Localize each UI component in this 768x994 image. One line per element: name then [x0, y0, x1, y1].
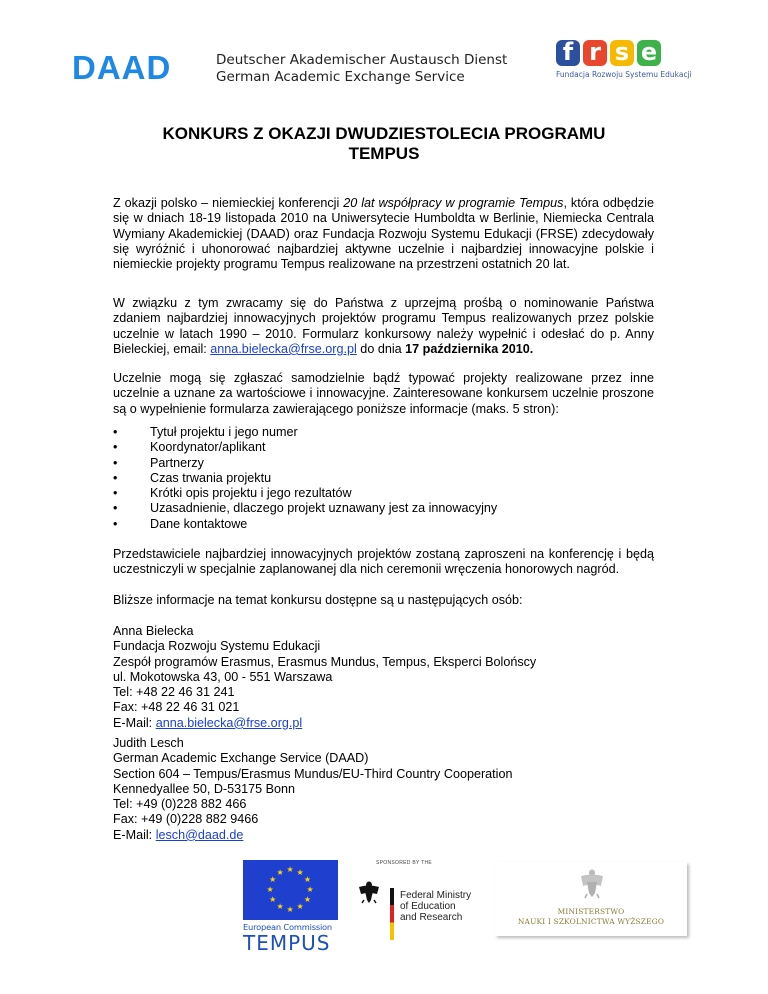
bullet-icon: • [113, 440, 118, 455]
bullet-icon: • [113, 516, 118, 531]
contact-block-bielecka [113, 624, 536, 731]
contact-line: Tel: +48 22 46 31 241 [113, 685, 235, 700]
bullet-icon: • [113, 486, 118, 501]
list-item [113, 501, 497, 516]
contact-line: ul. Mokotowska 43, 00 - 551 Warszawa [113, 669, 333, 684]
polish-eagle-icon [579, 868, 605, 900]
bmbf-sponsored-label: SPONSORED BY THE [376, 860, 433, 866]
frse-letter-s: s [610, 40, 634, 66]
bmbf-line-2: of Education [400, 901, 456, 912]
contact-line: Fax: +49 (0)228 882 9466 [113, 812, 259, 827]
list-item-text: Partnerzy [150, 455, 204, 470]
frse-logo [556, 40, 696, 79]
tempus-wordmark: TEMPUS [243, 931, 331, 955]
title-line-1: KONKURS Z OKAZJI DWUDZIESTOLECIA PROGRAMU [162, 124, 606, 143]
eu-star-icon: ★ [276, 867, 284, 877]
contact-email-row [113, 828, 512, 843]
contact-line: Anna Bielecka [113, 624, 194, 638]
list-item-text: Uzasadnienie, dlaczego projekt uznawany jest za innowacyjny [150, 501, 498, 516]
eu-star-icon: ★ [266, 885, 274, 894]
mnisw-logo [495, 862, 687, 936]
daad-name-de: Deutscher Akademischer Austausch Dienst [216, 52, 508, 68]
email-link-bielecka[interactable]: anna.bielecka@frse.org.pl [210, 341, 357, 356]
intro-paragraph [113, 196, 654, 272]
list-item-text: Koordynator/aplikant [150, 440, 266, 455]
daad-name-en: German Academic Exchange Service [216, 69, 465, 85]
contact-line: Judith Lesch [113, 736, 184, 750]
mnisw-line-2: NAUKI I SZKOLNICTWA WYŻSZEGO [517, 917, 665, 926]
eu-star-icon: ★ [286, 905, 294, 914]
frse-letter-f: f [556, 40, 580, 66]
bullet-icon: • [113, 470, 118, 485]
eu-star-icon: ★ [296, 867, 304, 877]
eu-tempus-logo [243, 860, 338, 954]
contact-line: Section 604 – Tempus/Erasmus Mundus/EU-Third Country Cooperation [113, 766, 513, 781]
eu-caption: European Commission [243, 922, 332, 932]
nomination-paragraph [113, 296, 654, 357]
eligibility-paragraph: Uczelnie mogą się zgłaszać samodzielnie bądź typować projekty realizowane przez inne uczelnie a uznane za wartościowe i innowacyjne. Zainteresowane konkursem uczelnie proszone są o wypełnienie formularza zawierającego poniższe informacje (maks. 5 stron): [113, 371, 654, 416]
eu-star-icon: ★ [269, 895, 277, 904]
list-item [113, 486, 497, 501]
bullet-icon: • [113, 501, 118, 516]
german-flag-stripe [390, 888, 394, 940]
frse-letters [556, 40, 696, 66]
daad-name [216, 52, 507, 86]
list-item [113, 517, 497, 532]
eu-star-icon: ★ [296, 902, 304, 912]
contacts-intro: Bliższe informacje na temat konkursu dostępne są u następujących osób: [113, 593, 523, 607]
contact-block-lesch [113, 736, 512, 843]
eu-star-icon: ★ [276, 902, 284, 912]
requirements-list [113, 425, 497, 532]
nomination-text-cont: do dnia [356, 341, 406, 356]
email-label: E-Mail: [113, 715, 156, 730]
mnisw-name [495, 907, 687, 927]
eu-star-icon: ★ [286, 865, 294, 874]
bmbf-line-3: and Research [400, 912, 463, 923]
nomination-text: W związku z tym zwracamy się do Państwa z uprzejmą prośbą o nominowanie Państwa zdaniem najbardziej innowacyjnych projektów programu Tempus realizowanych przez polskie uczelnie w latach 1990 – 2010. Formularz konkursowy należy wypełnić i odesłać do p. Anny Bieleckiej, email: [113, 296, 654, 356]
bmbf-logo [358, 860, 478, 945]
deadline: 17 października 2010. [405, 341, 534, 356]
list-item-text: Czas trwania projektu [150, 470, 272, 485]
eu-star-icon: ★ [303, 895, 311, 904]
contact-line: Fundacja Rozwoju Systemu Edukacji [113, 639, 321, 654]
contact-line: Fax: +48 22 46 31 021 [113, 700, 240, 715]
document-title [0, 124, 768, 164]
german-eagle-icon [358, 880, 380, 904]
conference-name: 20 lat współpracy w programie Tempus [343, 196, 564, 210]
list-item-text: Dane kontaktowe [150, 516, 248, 531]
list-item [113, 440, 497, 455]
title-line-2: TEMPUS [348, 144, 420, 163]
bmbf-line-1: Federal Ministry [400, 890, 472, 901]
frse-letter-e: e [637, 40, 661, 66]
contact-line: Zespół programów Erasmus, Erasmus Mundus, Tempus, Eksperci Bolońscy [113, 654, 537, 669]
list-item [113, 456, 497, 471]
contact-email-link[interactable]: anna.bielecka@frse.org.pl [155, 715, 303, 730]
list-item-text: Tytuł projektu i jego numer [150, 425, 298, 439]
daad-logo: DAAD [72, 49, 172, 86]
intro-text-cont: , która odbędzie się w dniach 18-19 listopada 2010 na Uniwersytecie Humboldta w Berlinie, Niemiecka Centrala Wymiany Akademickiej (DAAD) oraz Fundacja Rozwoju Systemu Edukacji (FRSE) zdecydowały się wyróżnić i uhonorować najbardziej aktywne uczelnie i najbardziej innowacyjne polskie i niemieckie projekty programu Tempus realizowane na przestrzeni ostatnich 20 lat. [113, 196, 654, 272]
intro-text: Z okazji polsko – niemieckiej konferencji [113, 196, 344, 210]
eu-star-icon: ★ [306, 885, 314, 894]
awards-paragraph: Przedstawiciele najbardziej innowacyjnych projektów zostaną zaproszeni na konferencję i będą uczestniczyli w specjalnie zaplanowanej dla nich ceremonii wręczenia honorowych nagród. [113, 547, 654, 577]
email-label: E-Mail: [113, 827, 156, 842]
frse-letter-r: r [583, 40, 607, 66]
bullet-icon: • [113, 455, 118, 470]
eu-flag-icon [243, 860, 338, 920]
list-item [113, 471, 497, 486]
contact-email-row [113, 716, 536, 731]
contact-line: Kennedyallee 50, D-53175 Bonn [113, 781, 296, 796]
contact-email-link[interactable]: lesch@daad.de [155, 827, 244, 842]
list-item [113, 425, 497, 440]
list-item-text: Krótki opis projektu i jego rezultatów [150, 486, 352, 501]
mnisw-line-1: MINISTERSTWO [557, 907, 625, 916]
eu-star-icon: ★ [269, 875, 277, 884]
contact-line: Tel: +49 (0)228 882 466 [113, 797, 247, 812]
bmbf-name [400, 890, 471, 923]
eu-star-icon: ★ [303, 875, 311, 884]
contact-line: German Academic Exchange Service (DAAD) [113, 751, 369, 766]
frse-caption: Fundacja Rozwoju Systemu Edukacji [556, 70, 692, 79]
bullet-icon: • [113, 425, 118, 439]
